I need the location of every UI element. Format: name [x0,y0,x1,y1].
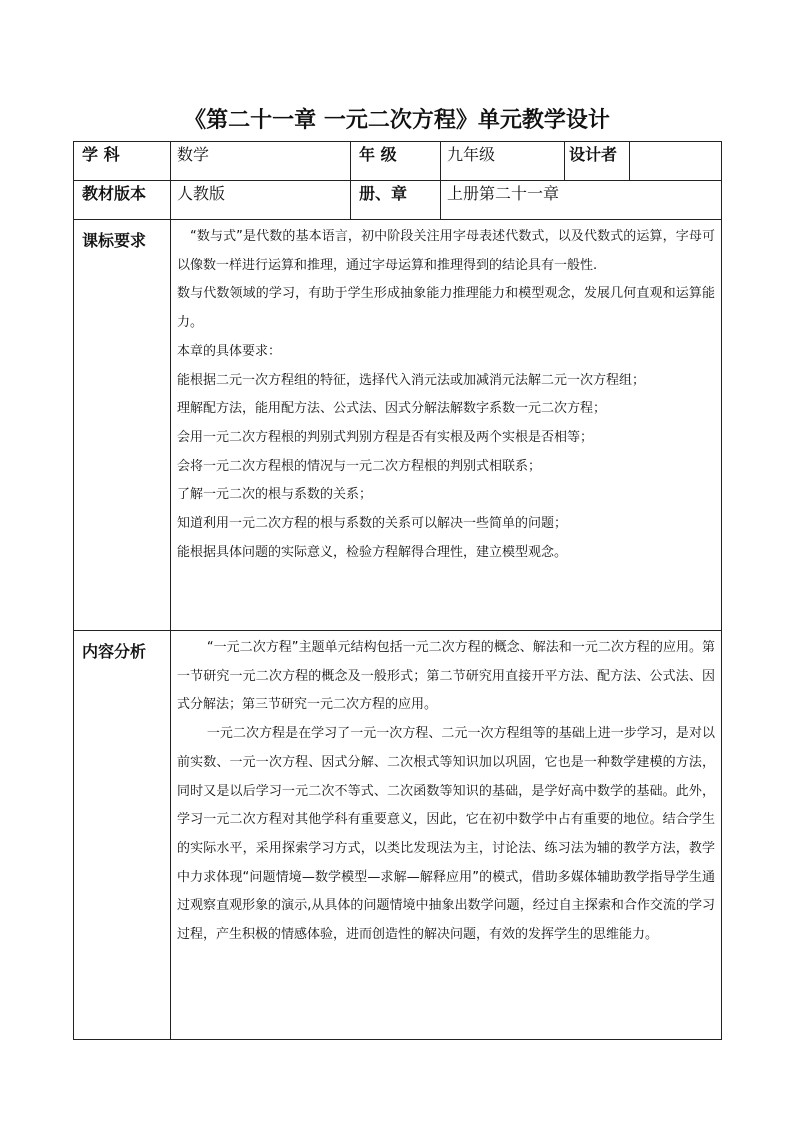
info-row-subject [74,142,722,181]
curriculum-paragraph: 数与代数领域的学习，有助于学生形成抽象能力推理能力和模型观念，发展几何直观和运算能力。 [177,286,715,331]
curriculum-paragraph: 能根据具体问题的实际意义，检验方程解得合理性，建立模型观念。 [177,544,568,560]
subject-value: 数学 [171,142,351,181]
analysis-row [74,631,722,1040]
edition-label: 教材版本 [74,181,171,220]
curriculum-content [171,220,722,631]
designer-value [630,142,722,181]
designer-label: 设计者 [565,142,630,181]
analysis-label: 内容分析 [74,631,171,1040]
curriculum-paragraph: “数与式”是代数的基本语言，初中阶段关注用字母表述代数式，以及代数式的运算，字母可以像数一样进行运算和推理，通过字母运算和推理得到的结论具有一般性. [177,229,715,273]
curriculum-paragraph: 会将一元二次方程根的情况与一元二次方程根的判别式相联系； [177,458,542,474]
curriculum-paragraph: 本章的具体要求： [177,343,282,359]
edition-value: 人教版 [171,181,351,220]
subject-label: 学 科 [74,142,171,181]
volume-label: 册、章 [351,181,441,220]
page-title: 《第二十一章 一元二次方程》单元教学设计 [184,108,610,133]
curriculum-paragraph: 了解一元二次的根与系数的关系； [177,487,373,503]
grade-label: 年 级 [351,142,441,181]
curriculum-paragraph: 会用一元二次方程根的判别式判别方程是否有实根及两个实根是否相等； [177,429,594,445]
design-table [73,141,722,1040]
analysis-content [171,631,722,1040]
analysis-paragraph: 一元二次方程是在学习了一元一次方程、二元一次方程组等的基础上进一步学习，是对以前实数、一元一次方程、因式分解、二次根式等知识加以巩固，它也是一种数学建模的方法，同时又是以后学习一元二次不等式、二次函数等知识的基础，是学好高中数学的基础。此外，学习一元二次方程对其他学科有重要意义，因此，它在初中数学中占有重要的地位。结合学生的实际水平，采用探索学习方式，以类比发现法为主，讨论法、练习法为辅的教学方法，教学中力求体现“问题情境—数学模型—求解—解释应用”的模式，借助多媒体辅助教学指导学生通过观察直观形象的演示,从具体的问题情境中抽象出数学问题，经过自主探索和合作交流的学习过程，产生积极的情感体验，进而创造性的解决问题，有效的发挥学生的思维能力。 [177,726,715,943]
curriculum-paragraph: 能根据二元一次方程组的特征，选择代入消元法或加减消元法解二元一次方程组； [177,372,646,388]
analysis-paragraph: “一元二次方程”主题单元结构包括一元二次方程的概念、解法和一元二次方程的应用。第一节研究一元二次方程的概念及一般形式；第二节研究用直接开平方法、配方法、公式法、因式分解法；第三节研究一元二次方程的应用。 [177,640,715,713]
curriculum-row [74,220,722,631]
volume-value: 上册第二十一章 [441,181,722,220]
grade-value: 九年级 [441,142,565,181]
info-row-edition [74,181,722,220]
curriculum-paragraph: 知道利用一元二次方程的根与系数的关系可以解决一些简单的问题； [177,516,568,532]
curriculum-paragraph: 理解配方法，能用配方法、公式法、因式分解法解数字系数一元二次方程； [177,401,607,417]
curriculum-label: 课标要求 [74,220,171,631]
